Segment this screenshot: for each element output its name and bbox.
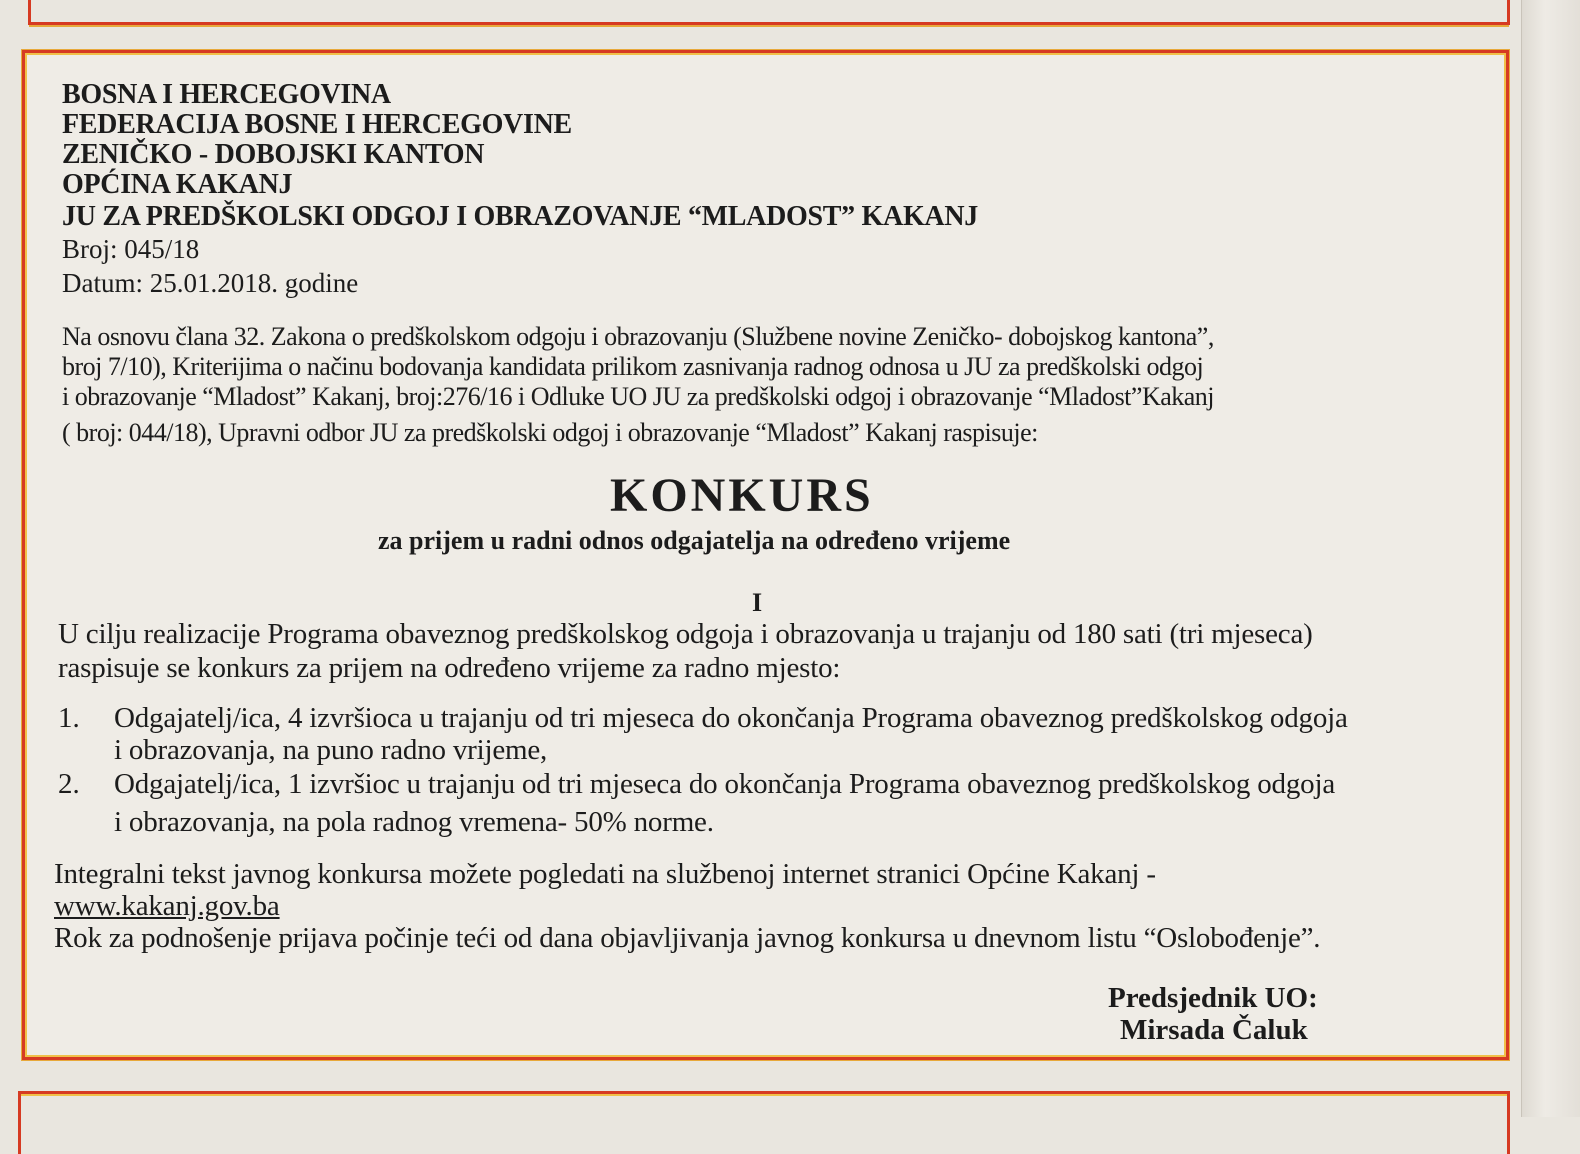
intro-line-4: ( broj: 044/18), Upravni odbor JU za predškolski odgoj i obrazovanje “Mladost” Kakanj raspisuje: — [62, 418, 1038, 447]
notice-subtitle: za prijem u radni odnos odgajatelja na određeno vrijeme — [378, 526, 1011, 555]
signature-role: Predsjednik UO: — [1108, 982, 1318, 1014]
previous-notice-border — [28, 0, 1510, 25]
next-notice-border — [18, 1091, 1510, 1154]
position-number-2: 2. — [58, 768, 80, 800]
section-line-2: raspisuje se konkurs za prijem na određeno vrijeme za radno mjesto: — [58, 652, 841, 684]
intro-line-1: Na osnovu člana 32. Zakona o predškolskom odgoju i obrazovanju (Službene novine Zeničko- dobojskog kantona”, — [62, 322, 1214, 351]
header-federation: FEDERACIJA BOSNE I HERCEGOVINE — [62, 109, 572, 140]
municipality-website-link[interactable]: www.kakanj.gov.ba — [54, 890, 280, 922]
header-institution: JU ZA PREDŠKOLSKI ODGOJ I OBRAZOVANJE “MLADOST” KAKANJ — [62, 201, 978, 232]
closing-deadline-line: Rok za podnošenje prijava počinje teći od dana objavljivanja javnog konkursa u dnevnom listu “Oslobođenje”. — [54, 922, 1321, 954]
notice-title: KONKURS — [610, 469, 874, 522]
position-1-line-1: Odgajatelj/ica, 4 izvršioca u trajanju od tri mjeseca do okončanja Programa obaveznog predškolskog odgoja — [114, 702, 1348, 734]
signature-name: Mirsada Čaluk — [1120, 1014, 1308, 1046]
position-number-1: 1. — [58, 702, 80, 734]
position-1-line-2: i obrazovanja, na puno radno vrijeme, — [114, 734, 548, 766]
section-line-1: U cilju realizacije Programa obaveznog predškolskog odgoja i obrazovanja u trajanju od 180 sati (tri mjeseca) — [58, 618, 1313, 650]
header-country: BOSNA I HERCEGOVINA — [62, 79, 391, 110]
position-2-line-2: i obrazovanja, na pola radnog vremena- 50% norme. — [114, 806, 714, 838]
header-canton: ZENIČKO - DOBOJSKI KANTON — [62, 139, 485, 170]
document-date: Datum: 25.01.2018. godine — [62, 268, 359, 298]
intro-line-2: broj 7/10), Kriterijima o načinu bodovanja kandidata prilikom zasnivanja radnog odnosa u JU za predškolski odgoj — [62, 352, 1204, 381]
section-numeral: I — [752, 588, 763, 617]
page-spine — [1521, 0, 1580, 1117]
document-number: Broj: 045/18 — [62, 234, 200, 264]
intro-line-3: i obrazovanje “Mladost” Kakanj, broj:276/16 i Odluke UO JU za predškolski odgoj i obrazovanje “Mladost”Kakanj — [62, 382, 1215, 411]
closing-line-1: Integralni tekst javnog konkursa možete pogledati na službenoj internet stranici Općine Kakanj - — [54, 858, 1156, 890]
position-2-line-1: Odgajatelj/ica, 1 izvršioc u trajanju od tri mjeseca do okončanja Programa obaveznog predškolskog odgoja — [114, 768, 1335, 800]
header-municipality: OPĆINA KAKANJ — [62, 169, 293, 200]
